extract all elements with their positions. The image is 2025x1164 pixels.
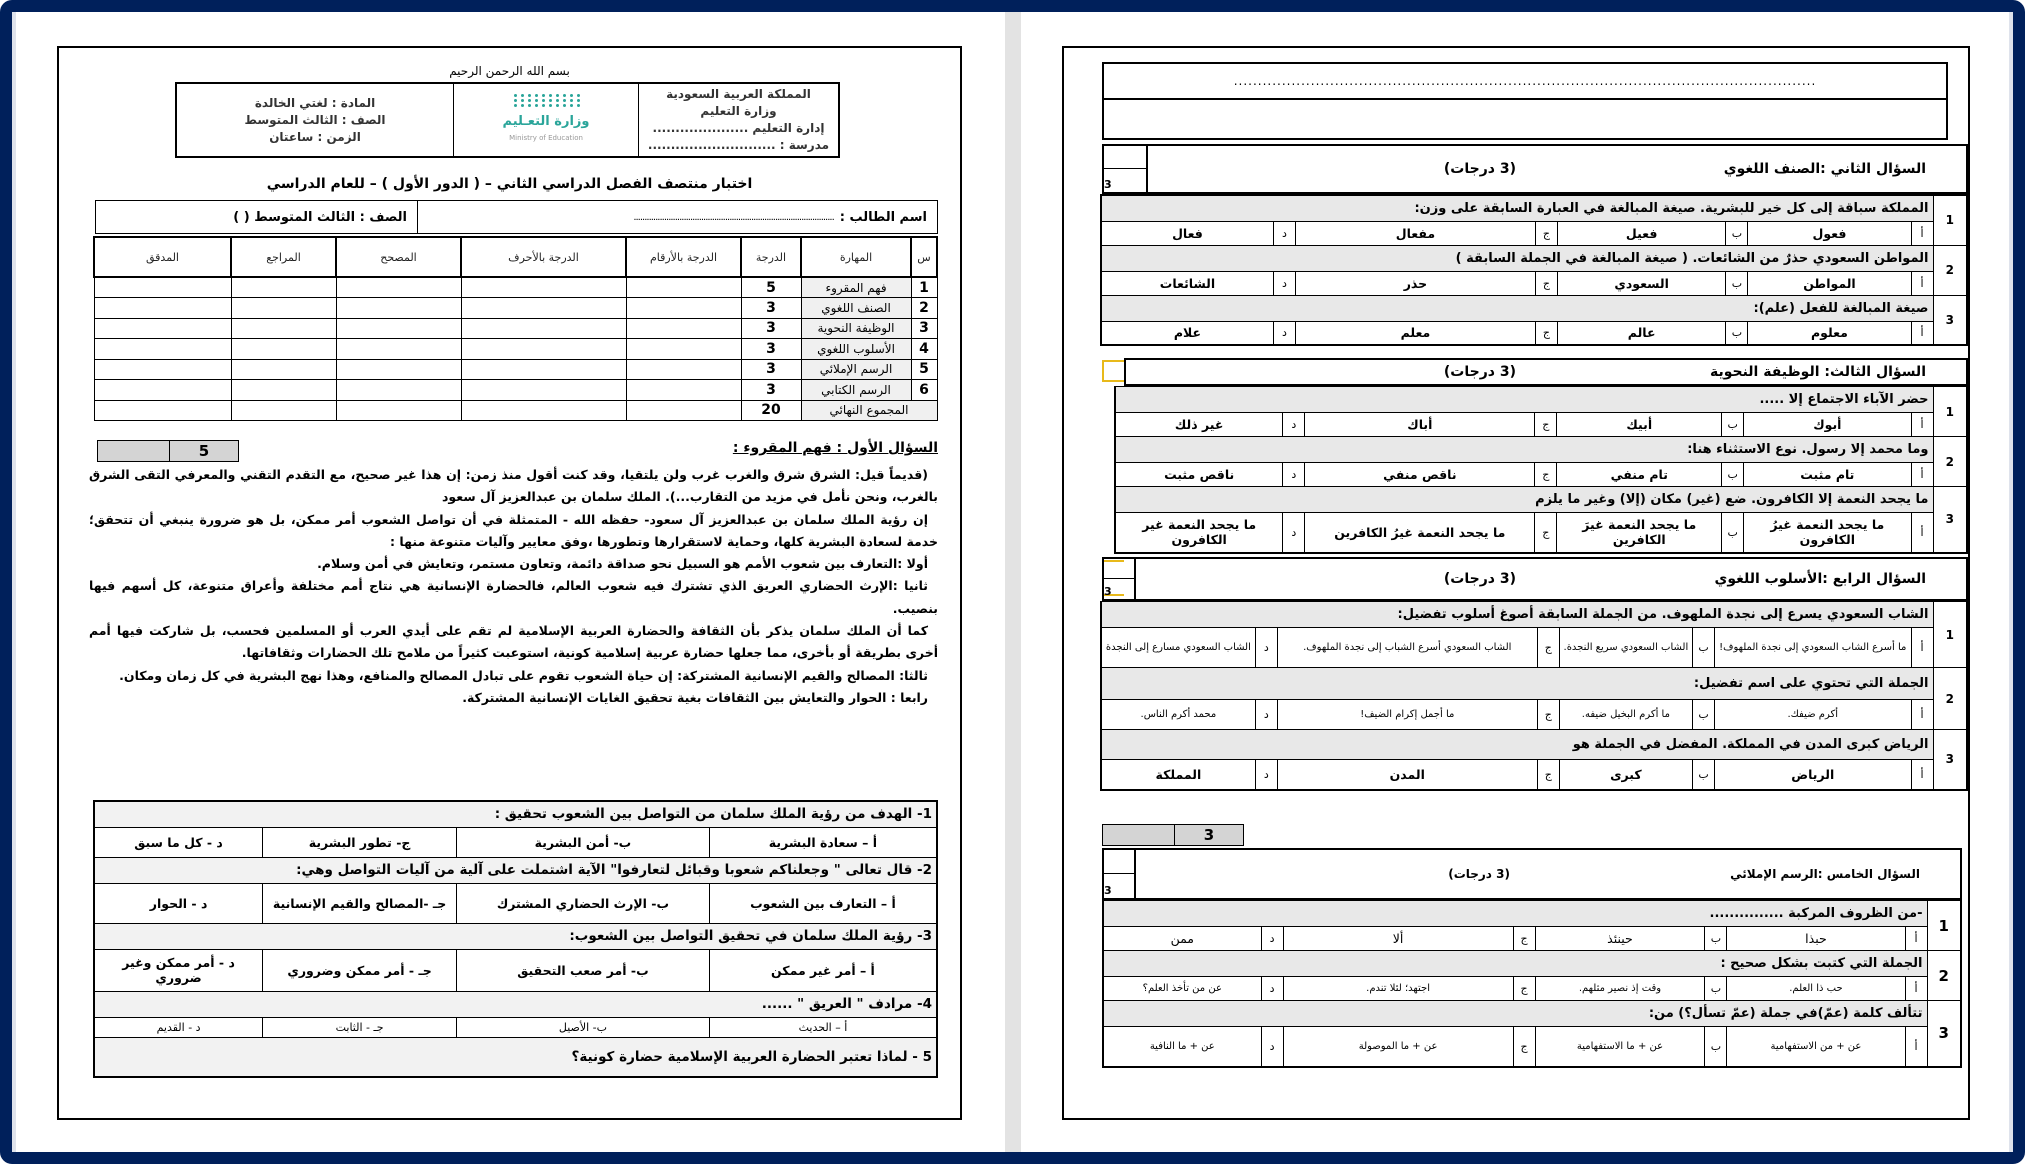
answer-option[interactable]: تام مثبت — [1744, 463, 1911, 487]
col-header: المدقق — [94, 237, 231, 277]
answer-option[interactable]: الشاب السعودي مسارع إلى النجدة — [1101, 628, 1255, 668]
option-letter: د — [1283, 413, 1305, 437]
auditor-cell[interactable] — [94, 400, 231, 421]
answer-option[interactable]: د - الحوار — [94, 883, 263, 923]
answer-option[interactable]: د - القديم — [94, 1017, 263, 1037]
answer-option[interactable]: اجتهد؛ لئلا تندم. — [1283, 977, 1513, 1001]
q2-score-col — [1104, 146, 1148, 192]
option-letter: د — [1273, 271, 1295, 295]
question-stem: وما محمد إلا رسول. نوع الاستثناء هنا: — [1115, 437, 1933, 463]
answer-line-box[interactable] — [1102, 62, 1948, 100]
option-letter: أ — [1911, 760, 1933, 790]
grade-letters-cell[interactable] — [461, 359, 626, 380]
option-letter: د — [1283, 513, 1305, 553]
q5-header — [1102, 848, 1962, 900]
row-number: 4 — [911, 339, 937, 360]
table-row — [94, 298, 937, 319]
answer-option[interactable]: معلم — [1295, 321, 1535, 345]
skill-cell: الرسم الكتابي — [801, 380, 911, 401]
question-stem: الرياض كبرى المدن في المملكة. المفضل في الجملة هو — [1101, 730, 1933, 760]
score-cell: 3 — [741, 359, 801, 380]
answer-option[interactable]: أ – أمر غير ممكن — [709, 949, 937, 991]
passage-paragraph: رابعا : الحوار والتعايش بين الثقافات بغية تحقيق الغايات الإنسانية المشتركة. — [462, 689, 928, 705]
student-name-field[interactable] — [417, 201, 937, 233]
answer-option[interactable]: ناقص منفي — [1305, 463, 1535, 487]
option-letter: ج — [1513, 927, 1535, 951]
grade-letters-cell[interactable] — [461, 400, 626, 421]
q5-max-score: 3 — [1104, 873, 1134, 898]
answer-blank-box[interactable] — [1102, 100, 1948, 140]
option-letter: أ — [1911, 700, 1933, 730]
answer-option[interactable]: معلوم — [1748, 321, 1911, 345]
option-letter: ج — [1513, 977, 1535, 1001]
option-letter: أ — [1911, 413, 1933, 437]
question-stem: 1- الهدف من رؤية الملك سلمان من التواصل بين الشعوب تحقيق : — [94, 801, 937, 827]
answer-option[interactable]: ما يجحد النعمة غير الكافرون — [1115, 513, 1283, 553]
answer-option[interactable]: تام منفي — [1557, 463, 1722, 487]
answer-option[interactable]: عن + ما الاستفهامية — [1535, 1027, 1705, 1067]
option-letter: ب — [1705, 977, 1727, 1001]
answer-option[interactable]: فعال — [1101, 221, 1273, 245]
class-line: الصف : الثالث المتوسط — [244, 112, 386, 127]
option-letter: أ — [1911, 221, 1933, 245]
option-letter: أ — [1911, 271, 1933, 295]
item-number: 1 — [1927, 901, 1961, 951]
option-letter: ج — [1535, 321, 1557, 345]
table-row — [94, 359, 937, 380]
q4-max-score: 3 — [1104, 578, 1134, 599]
option-letter: ج — [1535, 221, 1557, 245]
answer-option[interactable]: حذر — [1295, 271, 1535, 295]
ministry-logo-icon — [512, 94, 580, 107]
option-letter: د — [1273, 321, 1295, 345]
table-row — [94, 318, 937, 339]
q4-total-score: 3 — [1175, 825, 1243, 845]
option-letter: ب — [1722, 413, 1744, 437]
reviewer-cell[interactable] — [231, 298, 336, 319]
row-number: 5 — [911, 359, 937, 380]
answer-option[interactable]: عن + من الاستفهامية — [1727, 1027, 1905, 1067]
option-letter: د — [1273, 221, 1295, 245]
time-line: الزمن : ساعتان — [269, 129, 361, 144]
answer-option[interactable]: ب- الإرث الحضاري المشترك — [457, 883, 710, 923]
answer-option[interactable]: ممن — [1103, 927, 1261, 951]
q2-header — [1102, 144, 1968, 194]
corrector-cell[interactable] — [336, 339, 461, 360]
passage-paragraph: (قديماً قيل: الشرق شرق والغرب غرب ولن يلتقيا، وقد كنت أقول منذ زمن: إن هذا غير صحيح، مع التقدم التقني والمعرفي التقى الشرق بالغرب، ونحن نأمل في مزيد من التقارب...). الملك سلمان بن عبدالعزيز آل سعود — [89, 467, 938, 505]
answer-option[interactable]: المدن — [1277, 760, 1537, 790]
item-number: 2 — [1933, 245, 1967, 295]
option-letter: ج — [1537, 628, 1559, 668]
option-letter: د — [1255, 628, 1277, 668]
student-info-row — [95, 200, 938, 234]
bismillah: بسم الله الرحمن الرحيم — [449, 64, 570, 78]
header-ministry-block — [638, 84, 838, 156]
corrector-cell[interactable] — [336, 380, 461, 401]
page-divider — [1005, 12, 1021, 1152]
q2-title: السؤال الثاني :الصنف اللغوي — [1723, 161, 1926, 177]
row-number: 2 — [911, 298, 937, 319]
q4-score-col — [1104, 559, 1136, 599]
corrector-cell[interactable] — [336, 277, 461, 298]
answer-option[interactable]: ب- أمن البشرية — [457, 827, 710, 857]
answer-dots: ......................................................................................................................... — [1233, 74, 1817, 88]
q3-table — [1114, 386, 1968, 554]
answer-option[interactable]: أبوك — [1744, 413, 1911, 437]
table-row — [94, 339, 937, 360]
option-letter: ب — [1722, 513, 1744, 553]
item-number: 2 — [1927, 951, 1961, 1001]
grade-letters-cell[interactable] — [461, 339, 626, 360]
col-header: المهارة — [801, 237, 911, 277]
student-name-label: اسم الطالب : — [839, 209, 927, 225]
option-letter: ج — [1537, 700, 1559, 730]
q5-table — [1102, 900, 1962, 1068]
exam-title: اختبار منتصف الفصل الدراسي الثاني – ( الدور الأول ) – للعام الدراسي — [266, 176, 753, 192]
corrector-cell[interactable] — [336, 318, 461, 339]
option-letter: أ — [1911, 513, 1933, 553]
option-letter: ب — [1693, 628, 1715, 668]
question-stem: الجملة التي كتبت بشكل صحيح : — [1103, 951, 1927, 977]
answer-option[interactable]: الشاب السعودي سريع النجدة. — [1559, 628, 1692, 668]
question-stem: 3- رؤية الملك سلمان في تحقيق التواصل بين الشعوب: — [94, 923, 937, 949]
student-name-dots: ............................................................................................ — [633, 211, 834, 223]
q1-mcq-table — [93, 800, 938, 1078]
option-letter: أ — [1911, 463, 1933, 487]
reviewer-cell[interactable] — [231, 380, 336, 401]
option-letter: ج — [1513, 1027, 1535, 1067]
answer-option[interactable]: عن من تأخذ العلم؟ — [1103, 977, 1261, 1001]
grade-letters-cell[interactable] — [461, 298, 626, 319]
exam-header — [175, 82, 840, 158]
answer-option[interactable]: ما يجحد النعمة غيرَ الكافرين — [1557, 513, 1722, 553]
q3-header — [1124, 358, 1968, 386]
item-number: 1 — [1933, 195, 1967, 245]
answer-option[interactable]: ب- الأصيل — [457, 1017, 710, 1037]
answer-option[interactable]: ما أكرم البخيل ضيفه. — [1559, 700, 1692, 730]
header-line: إدارة التعليم ..................... — [652, 121, 825, 135]
question-stem: تتألف كلمة (عمّ)في جملة (عمّ تسأل؟) من: — [1103, 1001, 1927, 1027]
option-letter: ج — [1535, 413, 1557, 437]
logo-arabic: وزارة التعـليم — [502, 113, 590, 129]
q4-header — [1102, 557, 1968, 601]
option-letter: د — [1255, 700, 1277, 730]
grade-digits-cell[interactable] — [626, 339, 741, 360]
q3-points: (3 درجات) — [1443, 364, 1516, 380]
option-letter: ب — [1726, 271, 1748, 295]
frame-shadow — [12, 12, 16, 1152]
answer-option[interactable]: حبذا — [1727, 927, 1905, 951]
option-letter: ب — [1693, 760, 1715, 790]
option-letter: ج — [1535, 513, 1557, 553]
question-stem: الجملة التي تحتوي على اسم تفضيل: — [1101, 668, 1933, 700]
question-stem: 4- مرادف " العريق " ...... — [94, 991, 937, 1017]
option-letter: ب — [1726, 221, 1748, 245]
option-letter: أ — [1905, 927, 1927, 951]
answer-option[interactable]: المواطن — [1748, 271, 1911, 295]
frame-shadow — [2009, 12, 2013, 1152]
answer-option[interactable]: ما أجمل إكرام الضيف! — [1277, 700, 1537, 730]
answer-option[interactable]: أ – سعادة البشرية — [709, 827, 937, 857]
grade-digits-cell[interactable] — [626, 359, 741, 380]
answer-option[interactable]: عالم — [1557, 321, 1725, 345]
answer-option[interactable]: ناقص مثبت — [1115, 463, 1283, 487]
skill-cell: الأسلوب اللغوي — [801, 339, 911, 360]
question-stem: المواطن السعودي حذرٌ من الشائعات. ( صيغة المبالغة في الجملة السابقة ) — [1101, 245, 1933, 271]
reviewer-cell[interactable] — [231, 318, 336, 339]
q1-score-box — [97, 440, 239, 462]
score-cell: 3 — [741, 298, 801, 319]
col-header: س — [911, 237, 937, 277]
col-header: الدرجة — [741, 237, 801, 277]
answer-option[interactable]: غير ذلك — [1115, 413, 1283, 437]
question-stem: -من الظروف المركبة ............... — [1103, 901, 1927, 927]
answer-option[interactable]: جـ - الثابت — [263, 1017, 457, 1037]
answer-option[interactable]: جـ -المصالح والقيم الإنسانية — [263, 883, 457, 923]
reading-passage — [89, 464, 938, 709]
q2-earned-score[interactable] — [1104, 146, 1146, 168]
answer-option[interactable]: ما يجحد النعمة غيرُ الكافرين — [1305, 513, 1535, 553]
grade-letters-cell[interactable] — [461, 380, 626, 401]
answer-option[interactable]: ما يجحد النعمة غيرُ الكافرون — [1744, 513, 1911, 553]
answer-option[interactable]: الشاب السعودي أسرع الشباب إلى نجدة الملهوف. — [1277, 628, 1537, 668]
passage-paragraph: ثانيا :الإرث الحضاري العريق الذي تشترك فيه شعوب العالم، فالحضارة الإنسانية هي نتاج أمم مختلفة وأعراق متنوعة، كل أسهم فيها بنصيب. — [89, 578, 938, 616]
option-letter: د — [1261, 1027, 1283, 1067]
answer-option[interactable]: حينئذ — [1535, 927, 1705, 951]
header-subject-block — [177, 84, 453, 156]
option-letter: ج — [1537, 760, 1559, 790]
answer-option[interactable]: أكرم ضيفك. — [1715, 700, 1912, 730]
answer-option[interactable]: أ – الحديث — [709, 1017, 937, 1037]
header-line: مدرسة : ............................ — [647, 138, 830, 152]
col-header: المصحح — [336, 237, 461, 277]
option-letter: أ — [1905, 1027, 1927, 1067]
q1-heading: السؤال الأول : فهم المقروء : — [732, 440, 938, 456]
grade-digits-cell[interactable] — [626, 400, 741, 421]
grade-table — [93, 236, 938, 421]
skill-cell: الوظيفة النحوية — [801, 318, 911, 339]
item-number: 2 — [1933, 668, 1967, 730]
corrector-cell[interactable] — [336, 298, 461, 319]
question-stem: صيغة المبالغة للفعل (علم): — [1101, 295, 1933, 321]
answer-option[interactable]: ج- تطور البشرية — [263, 827, 457, 857]
item-number: 2 — [1933, 437, 1967, 487]
total-label: المجموع النهائي — [801, 400, 937, 421]
auditor-cell[interactable] — [94, 359, 231, 380]
question-stem: ما يجحد النعمة إلا الكافرون. ضع (غير) مكان (إلا) وغير ما يلزم — [1115, 487, 1933, 513]
score-cell: 5 — [741, 277, 801, 298]
passage-paragraph: إن رؤية الملك سلمان بن عبدالعزيز آل سعود- حفظه الله - المتمثلة في أن تواصل الشعوب أمر ممكن، بل هو ضرورة ينبغي أن تتحقق؛ خدمة لسعادة البشرية كلها، وحماية لاستقرارها وتطورها ،وفق معايير وآليات متنوعة منها : — [89, 511, 938, 549]
table-row-total — [94, 400, 937, 421]
option-letter: ب — [1726, 321, 1748, 345]
answer-option[interactable]: أبيك — [1557, 413, 1722, 437]
yellow-marker — [1102, 360, 1124, 382]
question-stem: الشاب السعودي يسرع إلى نجدة الملهوف. من الجملة السابقة أصوغ أسلوب تفضيل: — [1101, 602, 1933, 628]
exam-page-left — [57, 46, 962, 1120]
logo-english: Ministry of Education — [509, 133, 583, 142]
score-cell: 3 — [741, 339, 801, 360]
option-letter: ب — [1693, 700, 1715, 730]
grade-letters-cell[interactable] — [461, 318, 626, 339]
q4-table — [1100, 601, 1968, 791]
item-number: 1 — [1933, 602, 1967, 668]
item-number: 3 — [1927, 1001, 1961, 1067]
question-stem-open: 5 - لماذا تعتبر الحضارة العربية الإسلامية حضارة كونية؟ — [94, 1037, 937, 1077]
answer-option[interactable]: مفعال — [1295, 221, 1535, 245]
corrector-cell[interactable] — [336, 400, 461, 421]
skill-cell: الصنف اللغوي — [801, 298, 911, 319]
row-number: 1 — [911, 277, 937, 298]
answer-option[interactable]: المملكة — [1101, 760, 1255, 790]
q2-points: (3 درجات) — [1443, 161, 1516, 177]
grade-digits-cell[interactable] — [626, 318, 741, 339]
option-letter: ب — [1705, 927, 1727, 951]
passage-paragraph: ثالثا: المصالح والقيم الإنسانية المشتركة: إن حياة الشعوب تقوم على تبادل المصالح والمنافع، وهذا نهج البشرية في كل زمان ومكان. — [119, 667, 928, 683]
grade-digits-cell[interactable] — [626, 277, 741, 298]
option-letter: ج — [1535, 271, 1557, 295]
score-cell: 3 — [741, 380, 801, 401]
q5-points: (3 درجات) — [1448, 867, 1510, 881]
auditor-cell[interactable] — [94, 318, 231, 339]
answer-option[interactable]: السعودي — [1557, 271, 1725, 295]
question-stem: حضر الآباء الاجتماع إلا ..... — [1115, 387, 1933, 413]
answer-option[interactable]: فعيل — [1557, 221, 1725, 245]
subject-line: المادة : لغتي الخالدة — [254, 95, 376, 110]
header-line: وزارة التعليم — [700, 104, 777, 118]
col-header: الدرجة بالأرقام — [626, 237, 741, 277]
question-stem: 2- قال تعالى " وجعلناكم شعوبا وقبائل لتعارفوا" الآية اشتملت على آلية من آليات التواصل وهي: — [94, 857, 937, 883]
row-number: 6 — [911, 380, 937, 401]
q5-title: السؤال الخامس :الرسم الإملائي — [1730, 867, 1920, 881]
answer-option[interactable]: د - كل ما سبق — [94, 827, 263, 857]
q2-table — [1100, 194, 1968, 346]
table-row — [94, 380, 937, 401]
option-letter: د — [1261, 977, 1283, 1001]
answer-option[interactable]: علام — [1101, 321, 1273, 345]
header-line: المملكة العربية السعودية — [666, 87, 811, 101]
ministry-logo — [453, 84, 638, 156]
auditor-cell[interactable] — [94, 380, 231, 401]
auditor-cell[interactable] — [94, 298, 231, 319]
option-letter: أ — [1911, 321, 1933, 345]
table-row — [94, 277, 937, 298]
option-letter: ب — [1705, 1027, 1727, 1067]
option-letter: ب — [1722, 463, 1744, 487]
total-score: 20 — [741, 400, 801, 421]
reviewer-cell[interactable] — [231, 400, 336, 421]
option-letter: د — [1283, 463, 1305, 487]
answer-option[interactable]: جـ - أمر ممكن وضروري — [263, 949, 457, 991]
answer-option[interactable]: الشائعات — [1101, 271, 1273, 295]
passage-paragraph: أولا :التعارف بين شعوب الأمم هو السبيل نحو صداقة دائمة، وتعاون مستمر، وتعايش في أمن وسلام. — [317, 556, 928, 572]
answer-option[interactable]: ب- أمر صعب التحقيق — [457, 949, 710, 991]
answer-option[interactable]: محمد أكرم الناس. — [1101, 700, 1255, 730]
answer-option[interactable]: عن + ما النافية — [1103, 1027, 1261, 1067]
q4-points: (3 درجات) — [1443, 571, 1516, 587]
option-letter: ج — [1535, 463, 1557, 487]
answer-option[interactable]: وقت إذ نصير مثلهم. — [1535, 977, 1705, 1001]
class-field: الصف : الثالث المتوسط ( ) — [233, 209, 407, 225]
auditor-cell[interactable] — [94, 277, 231, 298]
q1-max-score: 5 — [170, 441, 238, 461]
item-number: 3 — [1933, 295, 1967, 345]
reviewer-cell[interactable] — [231, 277, 336, 298]
auditor-cell[interactable] — [94, 339, 231, 360]
option-letter: د — [1261, 927, 1283, 951]
option-letter: د — [1255, 760, 1277, 790]
q1-earned-score[interactable] — [98, 441, 170, 461]
score-cell: 3 — [741, 318, 801, 339]
q4-earned-score[interactable] — [1104, 559, 1134, 578]
col-header: المراجع — [231, 237, 336, 277]
passage-paragraph: كما أن الملك سلمان يذكر بأن الثقافة والحضارة العربية الإسلامية لم تقم على أيدي العرب أو المسلمين فحسب، بل شاركت فيها أمم أخرى بطريقة أو بأخرى، مما جعلها حضارة عربية إسلامية كونية، استوعبت كثيراً من ملامح تلك الحضارات وثقافاتها. — [89, 623, 938, 661]
q4-title: السؤال الرابع :الأسلوب اللغوي — [1714, 571, 1926, 587]
reviewer-cell[interactable] — [231, 339, 336, 360]
answer-option[interactable]: فعول — [1748, 221, 1911, 245]
grade-digits-cell[interactable] — [626, 380, 741, 401]
answer-option[interactable]: أ – التعارف بين الشعوب — [709, 883, 937, 923]
option-letter: أ — [1905, 977, 1927, 1001]
answer-option[interactable]: ما أسرع الشاب السعودي إلى نجدة الملهوف! — [1715, 628, 1912, 668]
item-number: 3 — [1933, 487, 1967, 553]
reviewer-cell[interactable] — [231, 359, 336, 380]
q3-title: السؤال الثالث: الوظيفة النحوية — [1709, 364, 1926, 380]
corrector-cell[interactable] — [336, 359, 461, 380]
answer-option[interactable]: حب ذا العلم. — [1727, 977, 1905, 1001]
answer-option[interactable]: ألا — [1283, 927, 1513, 951]
answer-option[interactable]: كبرى — [1559, 760, 1692, 790]
skill-cell: الرسم الإملائي — [801, 359, 911, 380]
q4-earned-score-box[interactable] — [1103, 825, 1175, 845]
answer-option[interactable]: أباك — [1305, 413, 1535, 437]
skill-cell: فهم المقروء — [801, 277, 911, 298]
answer-option[interactable]: عن + ما الموصولة — [1283, 1027, 1513, 1067]
exam-page-right — [1062, 46, 1970, 1120]
item-number: 3 — [1933, 730, 1967, 790]
row-number: 3 — [911, 318, 937, 339]
option-letter: أ — [1911, 628, 1933, 668]
grade-digits-cell[interactable] — [626, 298, 741, 319]
item-number: 1 — [1933, 387, 1967, 437]
answer-option[interactable]: د - أمر ممكن وغير ضروري — [94, 949, 263, 991]
q2-max-score: 3 — [1104, 168, 1146, 192]
answer-option[interactable]: الرياض — [1715, 760, 1912, 790]
question-stem: المملكة سباقة إلى كل خير للبشرية. صيغة المبالغة في العبارة السابقة على وزن: — [1101, 195, 1933, 221]
q5-earned-score[interactable] — [1104, 850, 1134, 873]
col-header: الدرجة بالأحرف — [461, 237, 626, 277]
grade-letters-cell[interactable] — [461, 277, 626, 298]
q5-score-col — [1104, 850, 1136, 898]
q4-score-box — [1102, 824, 1244, 846]
